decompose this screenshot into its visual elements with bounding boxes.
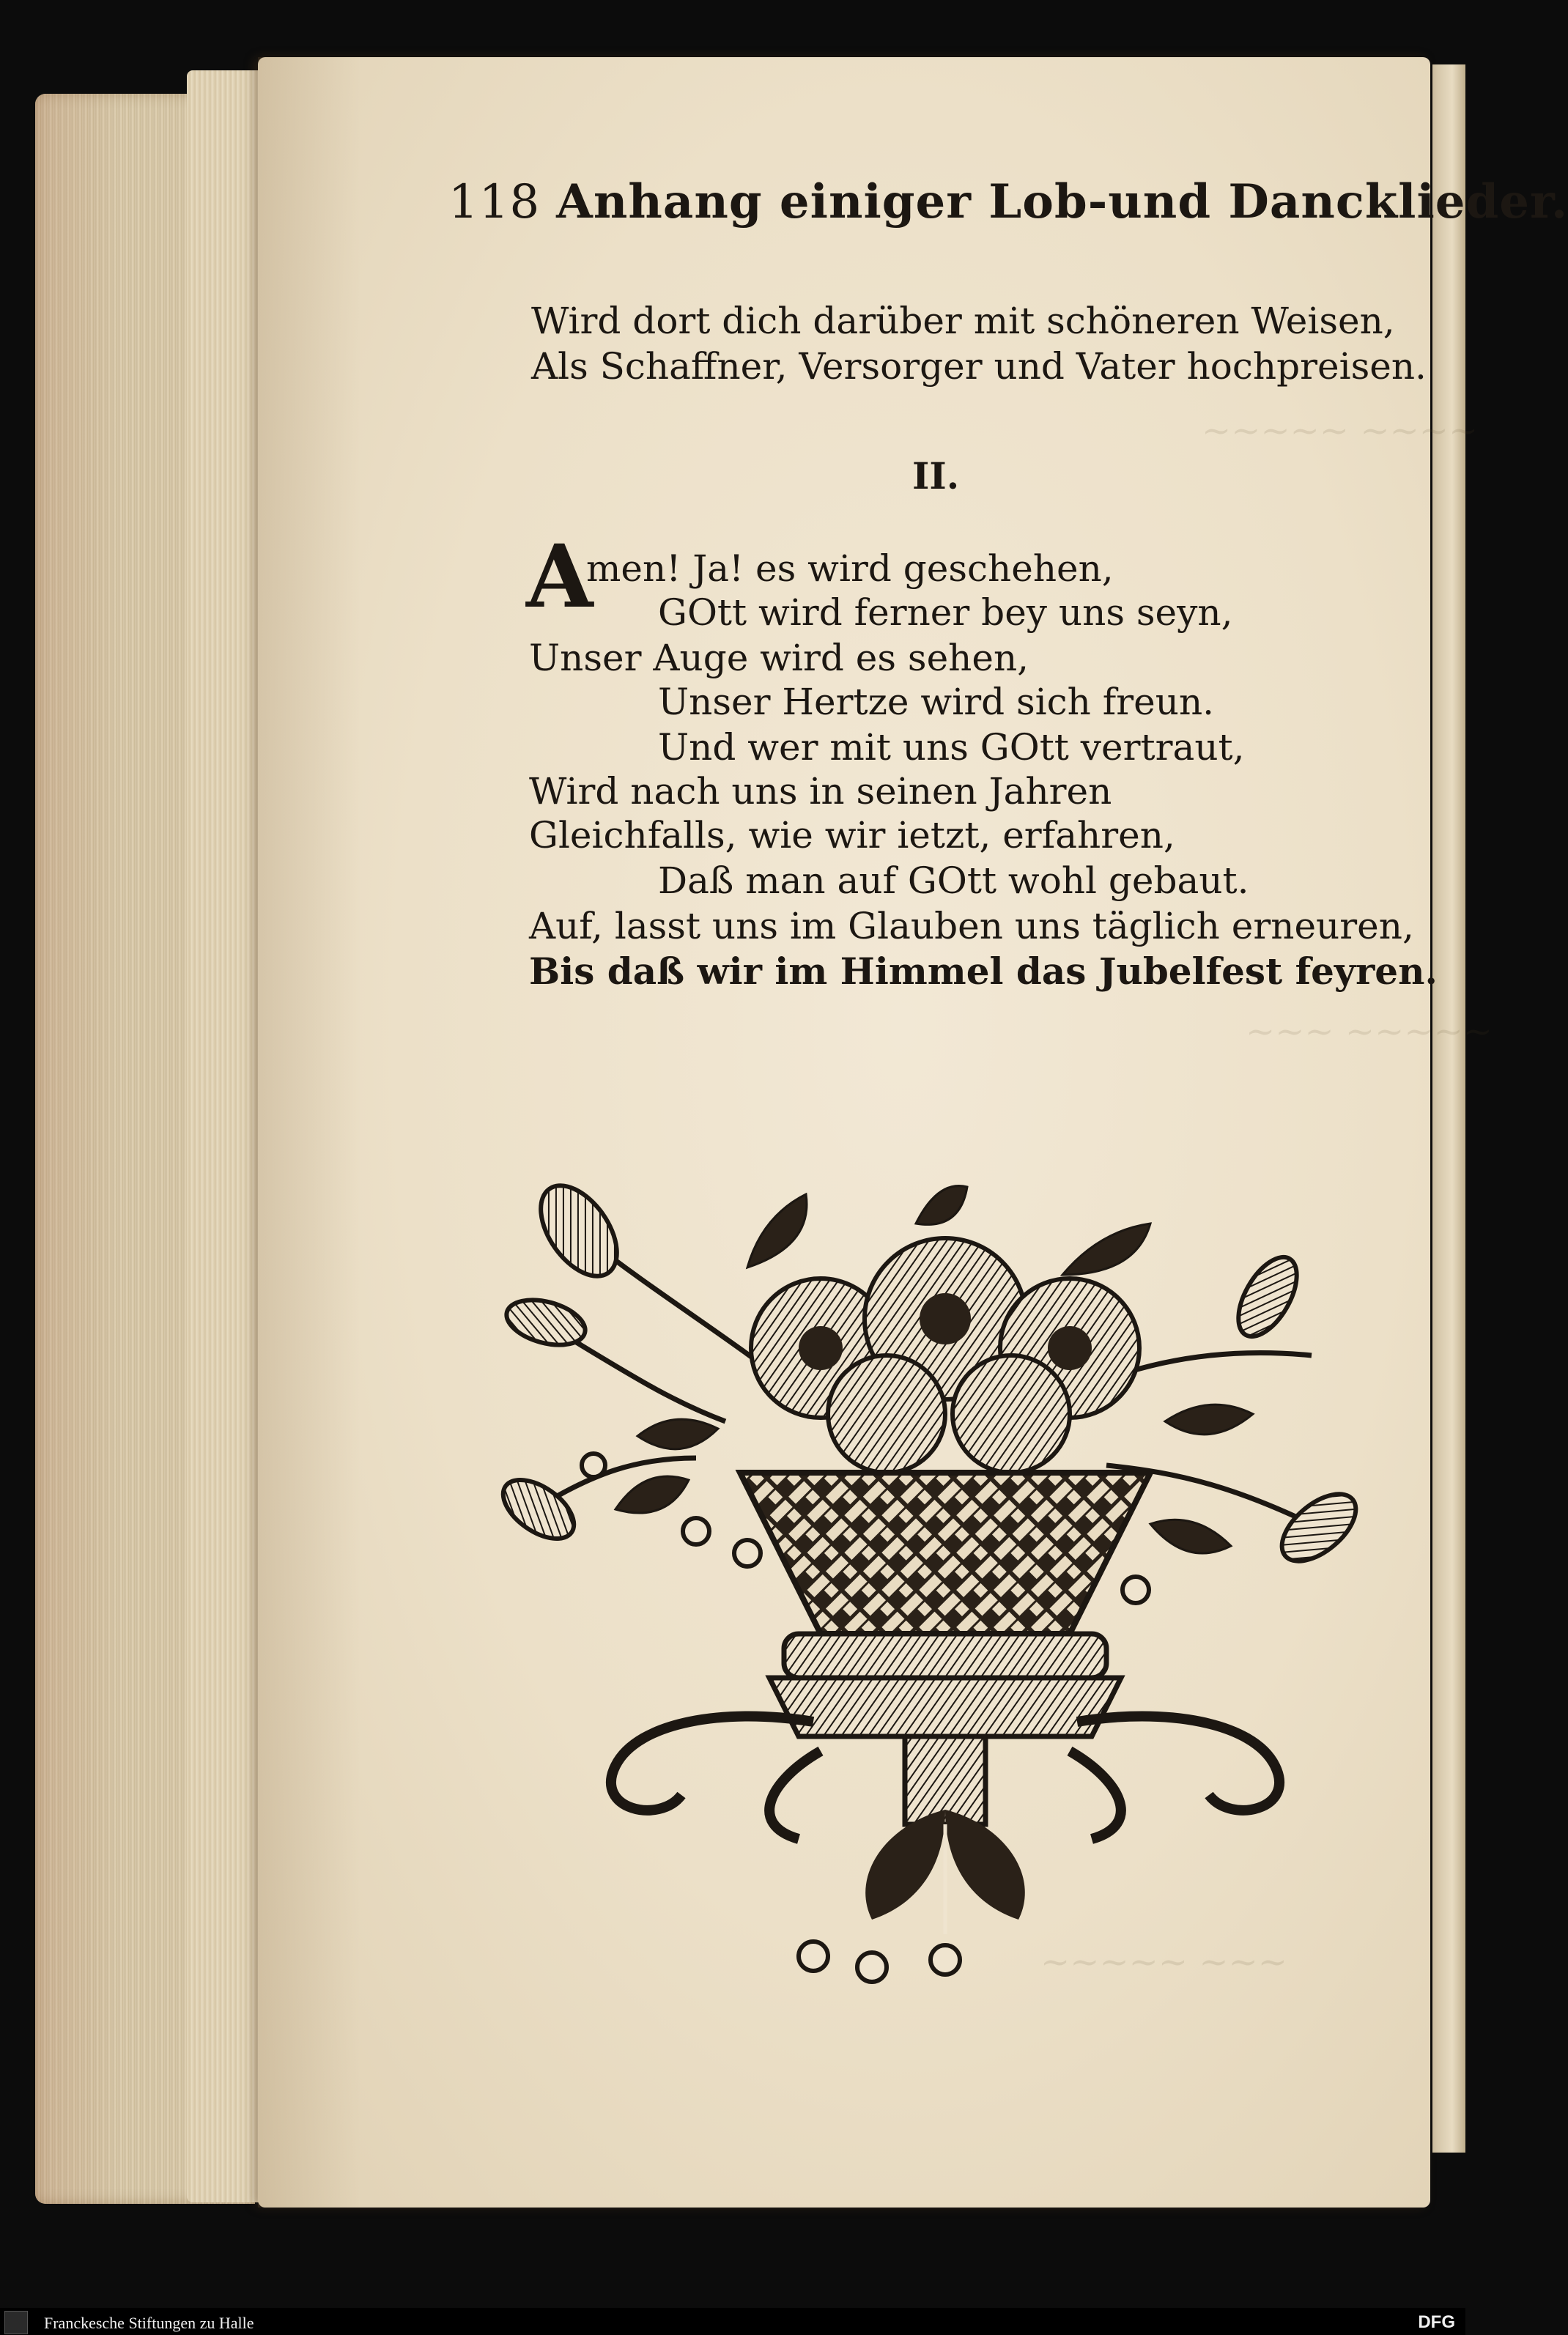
verse-line: Als Schaffner, Versorger und Vater hochpreisen. xyxy=(531,345,1427,388)
verse-line: Wird dort dich darüber mit schöneren Weisen, xyxy=(531,300,1395,342)
verse-line-final: Bis daß wir im Himmel das Jubelfest feyren. xyxy=(529,950,1438,993)
verse-line: men! Ja! es wird geschehen, xyxy=(586,547,1114,590)
verse-line: Daß man auf GOtt wohl gebaut. xyxy=(658,859,1249,902)
section-number: II. xyxy=(912,454,960,497)
bleed-through-text: ~~~~~ ~~~ xyxy=(1040,1942,1288,1983)
running-title: Anhang einiger Lob-und Dancklieder. xyxy=(556,174,1568,229)
bleed-through-text: ~~~ ~~~~~ xyxy=(1246,1011,1493,1052)
verse-line: Gleichfalls, wie wir ietzt, erfahren, xyxy=(529,814,1175,856)
verse-line: GOtt wird ferner bey uns seyn, xyxy=(658,591,1233,634)
flower-basket-woodcut xyxy=(506,1180,1370,1986)
verse-line: Auf, lasst uns im Glauben uns täglich erneuren, xyxy=(529,905,1414,947)
facing-page-edge xyxy=(1432,64,1465,2153)
funder-logo-text: DFG xyxy=(1418,2312,1455,2332)
page-stack xyxy=(187,70,267,2202)
bleed-through-text: ~~~~~ ~~~~ xyxy=(1202,410,1479,451)
drop-capital: A xyxy=(526,525,593,627)
verse-line: Unser Auge wird es sehen, xyxy=(529,637,1029,679)
verse-line: Und wer mit uns GOtt vertraut, xyxy=(658,726,1245,769)
running-header xyxy=(448,174,1568,248)
institution-logo-icon xyxy=(4,2311,28,2334)
page-number: 118 xyxy=(448,175,541,229)
institution-credit: Franckesche Stiftungen zu Halle xyxy=(44,2314,254,2332)
verse-line: Unser Hertze wird sich freun. xyxy=(658,681,1215,723)
verse-line: Wird nach uns in seinen Jahren xyxy=(529,770,1112,813)
